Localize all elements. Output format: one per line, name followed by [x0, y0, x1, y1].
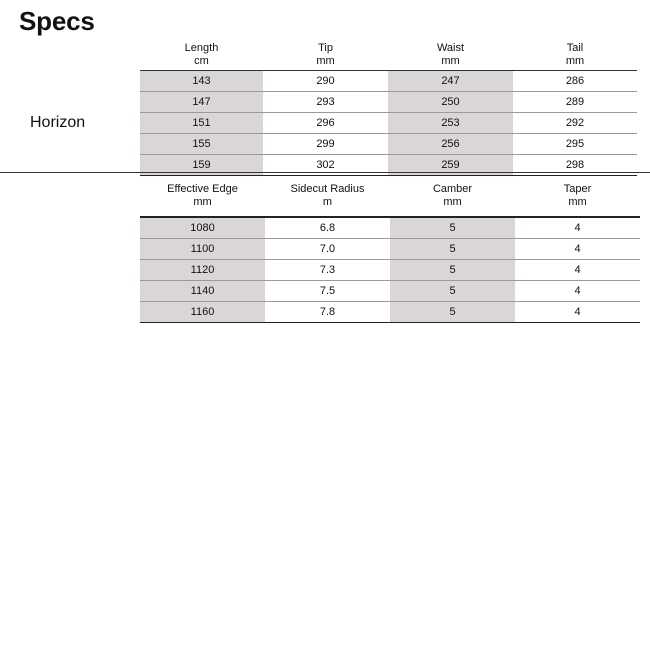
table-cell: 155 — [140, 134, 263, 155]
column-header-unit: mm — [441, 55, 460, 67]
column-header — [265, 183, 390, 216]
table-cell: 1080 — [140, 218, 265, 239]
table-cell: 159 — [140, 155, 263, 176]
column-header-unit: mm — [568, 196, 587, 208]
table-cell: 7.0 — [265, 239, 390, 260]
dimensions-table — [140, 42, 637, 176]
table-cell: 292 — [513, 113, 637, 134]
table-cell: 302 — [263, 155, 388, 176]
table-cell: 151 — [140, 113, 263, 134]
column-header-label: Waist — [436, 42, 465, 54]
column-header — [140, 42, 263, 70]
column-header-label: Sidecut Radius — [290, 183, 365, 195]
table-cell: 143 — [140, 71, 263, 92]
table-cell: 1140 — [140, 281, 265, 302]
table-cell: 4 — [515, 302, 640, 323]
table-cell: 147 — [140, 92, 263, 113]
table-cell: 7.3 — [265, 260, 390, 281]
table-cell: 5 — [390, 281, 515, 302]
table-cell: 247 — [388, 71, 513, 92]
column-header — [388, 42, 513, 70]
table-cell: 4 — [515, 218, 640, 239]
table-cell: 286 — [513, 71, 637, 92]
column-header — [390, 183, 515, 216]
table-cell: 5 — [390, 218, 515, 239]
column-header-label: Taper — [563, 183, 592, 195]
table-cell: 250 — [388, 92, 513, 113]
column-header-unit: cm — [194, 55, 209, 67]
column-header-label: Length — [184, 42, 219, 54]
table-cell: 1120 — [140, 260, 265, 281]
table-cell: 4 — [515, 281, 640, 302]
column-header-unit: m — [322, 196, 333, 208]
table-cell: 6.8 — [265, 218, 390, 239]
model-name: Horizon — [30, 114, 86, 131]
table-cell: 256 — [388, 134, 513, 155]
column-header-unit: mm — [193, 196, 212, 208]
table-cell: 298 — [513, 155, 637, 176]
column-header — [515, 183, 640, 216]
table-cell: 5 — [390, 260, 515, 281]
column-header-unit: mm — [565, 55, 585, 67]
table-cell: 4 — [515, 260, 640, 281]
table-cell: 295 — [513, 134, 637, 155]
table-cell: 259 — [388, 155, 513, 176]
column-header — [263, 42, 388, 70]
table-cell: 290 — [263, 71, 388, 92]
table-cell: 1160 — [140, 302, 265, 323]
column-header-label: Effective Edge — [167, 183, 238, 195]
column-header-unit: mm — [443, 196, 462, 208]
page-title: Specs — [19, 6, 95, 36]
table-cell: 5 — [390, 239, 515, 260]
table-cell: 7.8 — [265, 302, 390, 323]
column-header-label: Camber — [432, 183, 473, 195]
column-header — [513, 42, 637, 70]
table-cell: 289 — [513, 92, 637, 113]
edge-geometry-table — [140, 183, 640, 323]
table-cell: 296 — [263, 113, 388, 134]
column-header-label: Tip — [318, 42, 333, 54]
table-cell: 253 — [388, 113, 513, 134]
column-header-label: Tail — [566, 42, 584, 54]
table-cell: 299 — [263, 134, 388, 155]
column-header-unit: mm — [316, 55, 335, 67]
table-cell: 5 — [390, 302, 515, 323]
table-cell: 1100 — [140, 239, 265, 260]
table-cell: 293 — [263, 92, 388, 113]
table-cell: 7.5 — [265, 281, 390, 302]
column-header — [140, 183, 265, 216]
table-cell: 4 — [515, 239, 640, 260]
section-divider — [0, 172, 650, 173]
